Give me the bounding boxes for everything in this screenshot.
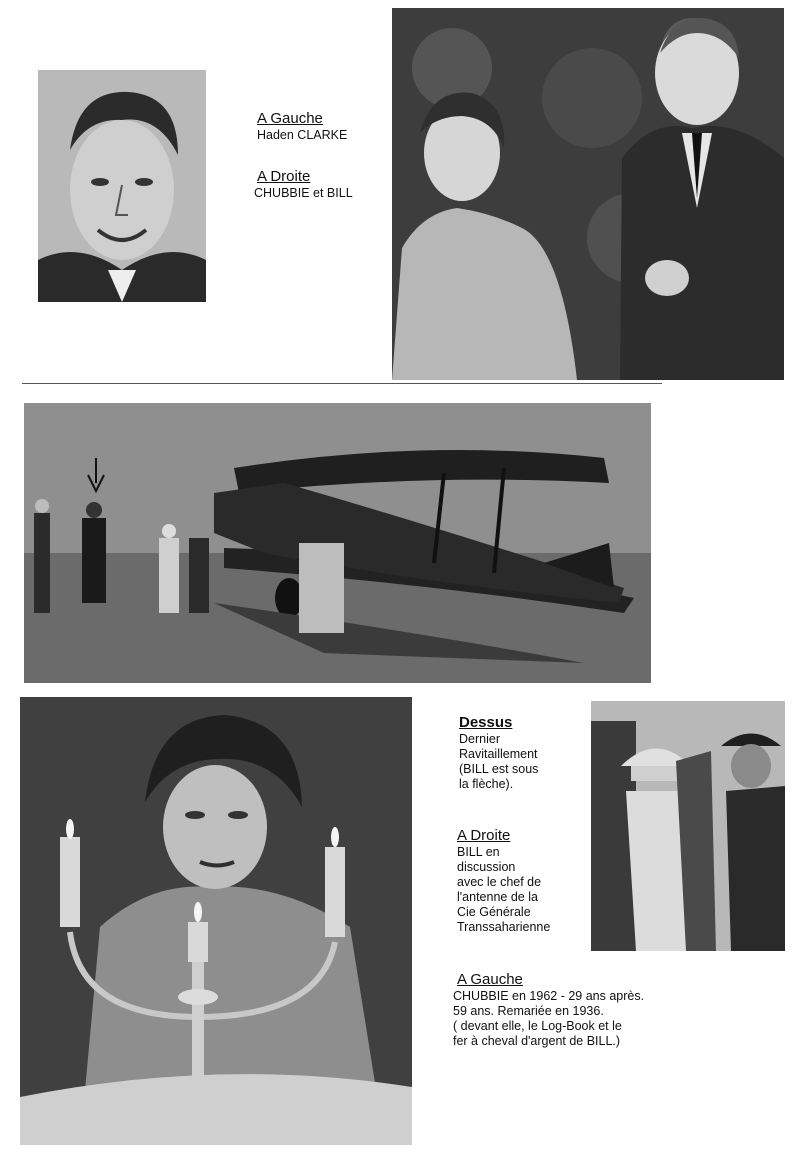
caption-left-heading: A Gauche bbox=[257, 110, 323, 127]
caption-dessus-heading: Dessus bbox=[459, 714, 513, 731]
photo-chubbie-and-bill bbox=[392, 8, 784, 380]
caption-gauche-line: CHUBBIE en 1962 - 29 ans après. bbox=[453, 989, 645, 1003]
photo-chubbie-1962 bbox=[20, 697, 412, 1145]
caption-droite-line: avec le chef de bbox=[457, 875, 542, 889]
caption-top bbox=[254, 110, 353, 201]
caption-gauche bbox=[453, 971, 644, 1049]
portrait-photo-haden-clarke bbox=[38, 70, 206, 302]
caption-gauche-line: ( devant elle, le Log-Book et le bbox=[453, 1019, 622, 1033]
caption-dessus-line: la flèche). bbox=[459, 777, 514, 791]
caption-dessus-line: Dernier bbox=[459, 732, 500, 746]
caption-dessus bbox=[459, 714, 538, 792]
caption-droite-line: discussion bbox=[457, 860, 516, 874]
caption-dessus-line: (BILL est sous bbox=[459, 762, 539, 776]
photo-bill-in-discussion bbox=[591, 701, 785, 951]
caption-gauche-line: 59 ans. Remariée en 1936. bbox=[453, 1004, 604, 1018]
caption-right-heading: A Droite bbox=[257, 168, 311, 185]
section-divider bbox=[22, 383, 662, 384]
caption-droite-line: Cie Générale bbox=[457, 905, 531, 919]
caption-right-name: CHUBBIE et BILL bbox=[254, 186, 353, 200]
caption-gauche-line: fer à cheval d'argent de BILL.) bbox=[453, 1034, 621, 1048]
caption-droite-line: l'antenne de la bbox=[457, 890, 538, 904]
caption-droite-line: Transsaharienne bbox=[457, 920, 551, 934]
caption-droite bbox=[457, 827, 550, 935]
caption-droite-heading: A Droite bbox=[457, 827, 511, 844]
caption-gauche-heading: A Gauche bbox=[457, 971, 523, 988]
caption-dessus-line: Ravitaillement bbox=[459, 747, 538, 761]
photo-biplane-refuelling bbox=[24, 403, 651, 683]
caption-droite-line: BILL en bbox=[457, 845, 500, 859]
caption-left-name: Haden CLARKE bbox=[257, 128, 348, 142]
